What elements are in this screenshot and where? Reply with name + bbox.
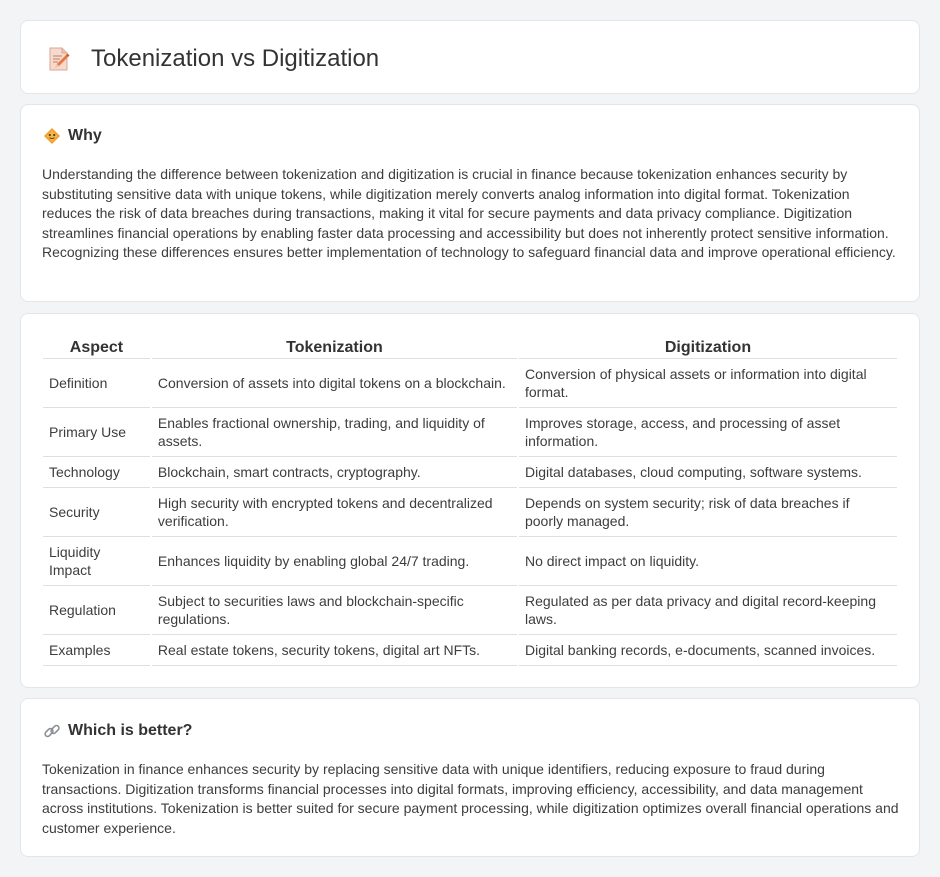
- comparison-table: [41, 335, 899, 666]
- table-row: [43, 408, 897, 457]
- diamond-sign-icon: [43, 127, 61, 145]
- table-row: [43, 586, 897, 635]
- cell-tokenization: Real estate tokens, security tokens, digital art NFTs.: [152, 635, 517, 666]
- which-is-better-section: [20, 698, 920, 857]
- title-card: [20, 20, 920, 94]
- better-title: Which is better?: [68, 722, 193, 739]
- cell-aspect: Security: [43, 488, 150, 537]
- cell-aspect: Definition: [43, 359, 150, 408]
- title-row: [47, 45, 379, 73]
- table-row: [43, 457, 897, 488]
- comparison-section: [20, 313, 920, 688]
- cell-aspect: Technology: [43, 457, 150, 488]
- cell-tokenization: Conversion of assets into digital tokens on a blockchain.: [152, 359, 517, 408]
- table-header-row: [43, 335, 897, 359]
- cell-aspect: Primary Use: [43, 408, 150, 457]
- cell-aspect: Regulation: [43, 586, 150, 635]
- cell-aspect: Liquidity Impact: [43, 537, 150, 586]
- table-row: [43, 635, 897, 666]
- cell-digitization: Conversion of physical assets or information into digital format.: [519, 359, 897, 408]
- header-tokenization: Tokenization: [152, 335, 517, 359]
- cell-digitization: Digital databases, cloud computing, software systems.: [519, 457, 897, 488]
- cell-tokenization: Subject to securities laws and blockchain-specific regulations.: [152, 586, 517, 635]
- header-digitization: Digitization: [519, 335, 897, 359]
- cell-tokenization: Enhances liquidity by enabling global 24/7 trading.: [152, 537, 517, 586]
- cell-digitization: Regulated as per data privacy and digital record-keeping laws.: [519, 586, 897, 635]
- link-icon: [43, 722, 61, 740]
- document-edit-icon: [47, 46, 71, 72]
- header-aspect: Aspect: [43, 335, 150, 359]
- cell-tokenization: Enables fractional ownership, trading, and liquidity of assets.: [152, 408, 517, 457]
- cell-digitization: No direct impact on liquidity.: [519, 537, 897, 586]
- better-text: Tokenization in finance enhances security by replacing sensitive data with unique identifiers, reducing exposure to fraud during transactions. Digitization transforms financial processes into digital formats, improving efficiency, accessibility, and data management across institutions. Tokenization is better suited for secure payment processing, while digitization optimizes overall financial operations and customer experience.: [42, 761, 899, 836]
- table-row: [43, 488, 897, 537]
- cell-tokenization: Blockchain, smart contracts, cryptography.: [152, 457, 517, 488]
- page-title: Tokenization vs Digitization: [91, 45, 380, 72]
- table-row: [43, 537, 897, 586]
- why-text: Understanding the difference between tokenization and digitization is crucial in finance because tokenization enhances security by substituting sensitive data with unique tokens, while digitization merely converts analog information into digital format. Tokenization reduces the risk of data breaches during transactions, making it vital for secure payments and data privacy compliance. Digitization streamlines financial operations by enabling faster data processing and accessibility but does not inherently protect sensitive information. Recognizing these differences ensures better implementation of technology to safeguard financial data and improve operational efficiency.: [42, 166, 896, 260]
- cell-digitization: Improves storage, access, and processing of asset information.: [519, 408, 897, 457]
- why-heading: [43, 127, 102, 145]
- better-heading: [43, 722, 192, 740]
- cell-digitization: Digital banking records, e-documents, scanned invoices.: [519, 635, 897, 666]
- why-section: [20, 104, 920, 302]
- cell-tokenization: High security with encrypted tokens and decentralized verification.: [152, 488, 517, 537]
- why-title: Why: [68, 127, 102, 144]
- cell-aspect: Examples: [43, 635, 150, 666]
- cell-digitization: Depends on system security; risk of data breaches if poorly managed.: [519, 488, 897, 537]
- table-row: [43, 359, 897, 408]
